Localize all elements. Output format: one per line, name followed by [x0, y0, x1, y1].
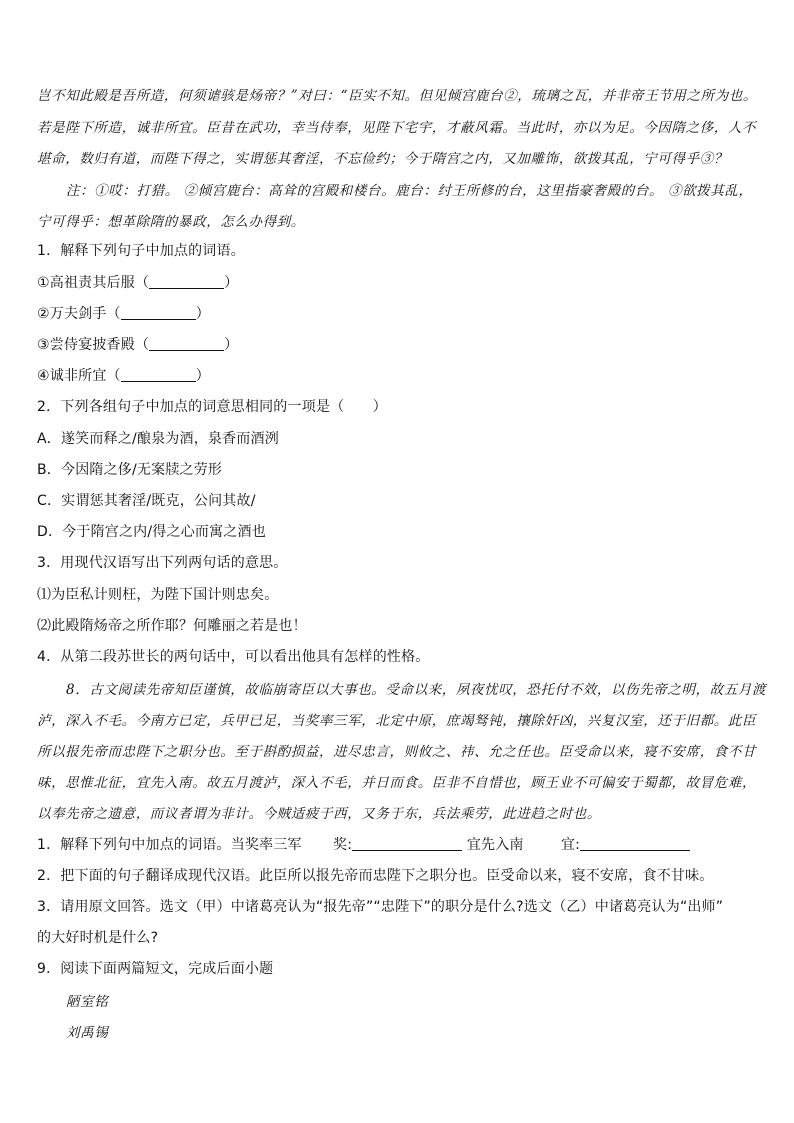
- answer-blank[interactable]: [121, 367, 196, 382]
- notes-line2: 宁可得乎：想革除隋的暴政，怎么办得到。: [37, 214, 305, 230]
- answer-blank[interactable]: [149, 336, 224, 351]
- passage2-question-1: [37, 834, 690, 854]
- question-9: 9．阅读下面两篇短文，完成后面小题: [37, 961, 274, 977]
- question-2-option-b: B．今因隋之侈/无案牍之劳形: [37, 462, 223, 478]
- question-text: 1．解释下列句中加点的词语。当奖率三军: [37, 837, 302, 853]
- question-2-option-d: D．今于隋宫之内/得之心而寓之酒也: [37, 524, 266, 540]
- item-label: ②万夫剑手（: [37, 306, 121, 322]
- passage2-question-3-line1: 3．请用原文回答。选文（甲）中诸葛亮认为“报先帝”“忠陛下”的职分是什么?选文（乙）中诸葛亮认为“出师”: [37, 899, 724, 915]
- passage2-line1: 8．古文阅读先帝知臣谨慎，故临崩寄臣以大事也。受命以来，夙夜忧叹，恐托付不效，以伤先帝之明，故五月渡: [66, 682, 767, 698]
- passage1-line1: 岂不知此殿是吾所造，何须谑骇是炀帝？”对曰：“臣实不知。但见倾宫鹿台②，琉璃之瓦，并非帝王节用之所为也。: [37, 88, 758, 104]
- question-text-b: 宜先入南: [466, 837, 524, 853]
- question-2: 2．下列各组句子中加点的词意思相同的一项是（ ）: [37, 399, 387, 415]
- passage1-line2: 若是陛下所造，诚非所宜。臣昔在武功，幸当侍奉，见陛下宅宇，才蔽风霜。当此时，亦以为足。今因隋之侈，人不: [37, 120, 757, 136]
- close-paren: ）: [224, 337, 239, 353]
- question-3: 3．用现代汉语写出下列两句话的意思。: [37, 555, 288, 571]
- poem-title: 陋室铭: [66, 994, 109, 1010]
- close-paren: ）: [195, 368, 210, 384]
- question-1: 1．解释下列句子中加点的词语。: [37, 243, 245, 259]
- blank-label-b: 宜:: [560, 837, 581, 853]
- passage2-question-2: 2．把下面的句子翻译成现代汉语。此臣所以报先帝而忠陛下之职分也。臣受命以来，寝不安席，食不甘味。: [37, 868, 714, 884]
- item-label: ①高祖责其后服（: [37, 275, 150, 291]
- answer-blank[interactable]: [149, 274, 224, 289]
- passage1-line3: 堪命，数归有道，而陛下得之，实谓惩其奢淫，不忘俭约；今于隋宫之内，又加雕饰，欲拨其乱，宁可得乎③？: [37, 151, 728, 167]
- passage2-line3: 所以报先帝而忠陛下之职分也。至于斟酌损益，进尽忠言，则攸之、祎、允之任也。臣受命以来，寝不安席，食不甘: [37, 744, 757, 760]
- answer-blank[interactable]: [121, 305, 196, 320]
- close-paren: ）: [195, 306, 210, 322]
- passage2-question-3-line2: 的大好时机是什么?: [37, 930, 159, 946]
- item-label: ③尝侍宴披香殿（: [37, 337, 150, 353]
- blank-label-a: 奖:: [333, 837, 353, 853]
- notes-line1: 注：①哎：打猎。 ②倾宫鹿台：高耸的宫殿和楼台。鹿台：纣王所修的台，这里指豪奢殿的台。 ③欲拨其乱，: [66, 183, 753, 199]
- question-1-item-3: [37, 334, 238, 354]
- passage2-line4: 味，思惟北征，宜先入南。故五月渡泸，深入不毛，并日而食。臣非不自惜也，顾王业不可偏安于蜀都，故冒危难，: [37, 775, 757, 791]
- poem-author: 刘禹锡: [66, 1025, 109, 1041]
- close-paren: ）: [224, 275, 239, 291]
- question-1-item-4: [37, 365, 210, 385]
- answer-blank-a[interactable]: [352, 836, 462, 851]
- question-3-item-1: ⑴为臣私计则枉，为陛下国计则忠矣。: [37, 587, 279, 603]
- passage2-line2: 泸，深入不毛。今南方已定，兵甲已足，当奖率三军，北定中原，庶竭驽钝，攘除奸凶，兴复汉室，还于旧都。此臣: [37, 713, 757, 729]
- question-3-item-2: ⑵此殿隋炀帝之所作耶？何雕丽之若是也！: [37, 618, 307, 634]
- answer-blank-b[interactable]: [580, 836, 690, 851]
- question-1-item-1: [37, 272, 238, 292]
- question-1-item-2: [37, 303, 210, 323]
- item-label: ④诚非所宜（: [37, 368, 121, 384]
- question-2-option-c: C．实谓惩其奢淫/既克，公问其故/: [37, 493, 256, 509]
- passage2-line5: 以奉先帝之遗意，而议者谓为非计。今贼适疲于西，又务于东，兵法乘劳，此进趋之时也。: [37, 806, 601, 822]
- question-2-option-a: A．遂笑而释之/酿泉为酒，泉香而酒洌: [37, 431, 279, 447]
- question-4: 4．从第二段苏世长的两句话中，可以看出他具有怎样的性格。: [37, 649, 430, 665]
